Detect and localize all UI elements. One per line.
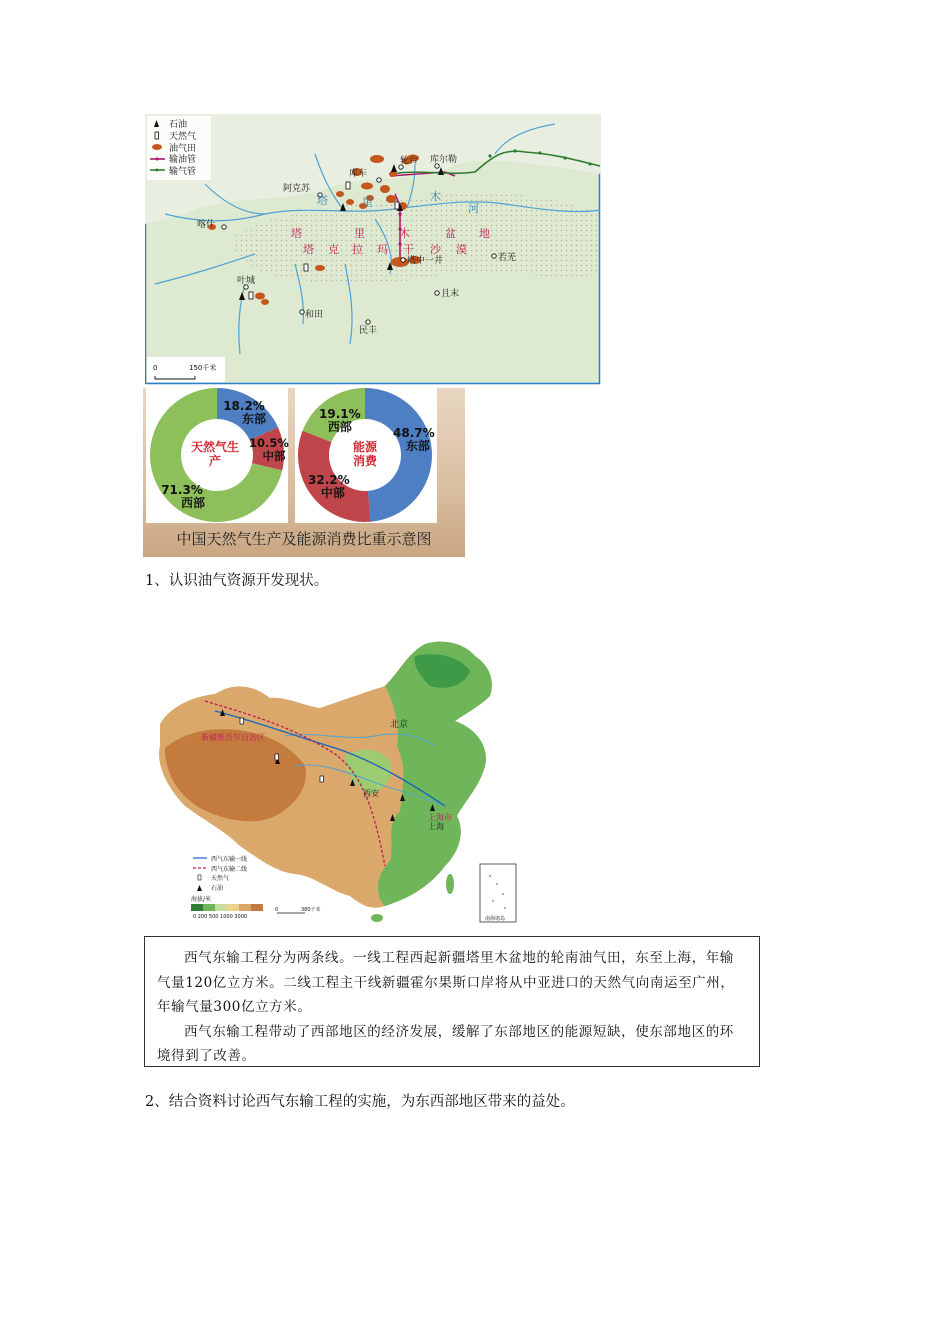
elevation-color-bar (191, 904, 263, 911)
prod-mid-name: 中部 (262, 449, 286, 463)
cons-mid-pct: 32.2% (308, 473, 350, 487)
legend-elev-ticks: 0 200 500 1000 3000 (193, 914, 248, 920)
scale-zero: 0 (153, 364, 158, 372)
cons-mid-name: 中部 (320, 486, 345, 500)
legend-gas-pipe: 输气管 (169, 167, 197, 177)
label-yecheng: 叶城 (237, 276, 256, 286)
prod-west-pct: 71.3% (161, 483, 203, 497)
inset-label: 南海诸岛 (485, 916, 506, 922)
prod-mid-pct: 10.5% (249, 436, 289, 450)
field-icon (152, 144, 162, 150)
desert-char-6: 沙 (430, 243, 441, 256)
donut-panel (143, 388, 465, 557)
basin-char-3: 木 (399, 227, 410, 240)
label-minfeng: 民丰 (359, 326, 378, 336)
legend-line2: 西气东输二线 (211, 866, 248, 873)
cons-center-title-1: 能源 (352, 440, 377, 454)
donut-caption: 中国天然气生产及能源消费比重示意图 (176, 530, 432, 548)
passage-box (144, 936, 760, 1067)
label-shanghai: 上海 (428, 822, 444, 831)
prod-center-title-1: 天然气生 (190, 440, 239, 454)
desert-char-5: 干 (403, 243, 414, 256)
legend-scale: 380千米 (301, 907, 321, 913)
legend-elev-title: 海拔/米 (191, 896, 212, 903)
label-kashi: 喀什 (197, 220, 216, 230)
label-shanghai-city: 上海市 (428, 813, 452, 822)
scale-label: 150千米 (189, 364, 217, 372)
label-tazhong: 塔中一井 (407, 256, 444, 266)
basin-char-2: 里 (354, 227, 365, 240)
cons-west-pct: 19.1% (319, 407, 361, 421)
label-xian: 西安 (363, 789, 379, 798)
gas-icon (198, 875, 201, 880)
question-2: 2、结合资料讨论西气东输工程的实施，为东西部地区带来的益处。 (145, 1094, 575, 1110)
basin-char-5: 地 (479, 227, 490, 240)
river-char-2: 里 (362, 196, 373, 209)
legend-field: 油气田 (169, 144, 197, 154)
label-aksu: 阿克苏 (283, 184, 311, 194)
label-beijing: 北京 (390, 720, 409, 730)
label-korla: 库尔勒 (430, 155, 458, 165)
desert-char-7: 漠 (456, 243, 467, 256)
legend-line1: 西气东输一线 (211, 856, 248, 863)
china-map (145, 636, 525, 928)
river-char-3: 木 (430, 190, 441, 203)
prod-center-title-2: 产 (208, 454, 221, 468)
desert-char-3: 拉 (352, 243, 363, 256)
prod-east-pct: 18.2% (223, 399, 265, 413)
prod-east-name: 东部 (242, 412, 267, 426)
prod-west-name: 西部 (181, 496, 206, 510)
river-char-4: 河 (468, 202, 479, 215)
label-luntai: 轮台 (400, 156, 419, 166)
question-1: 1、认识油气资源开发现状。 (145, 573, 329, 589)
legend-scale-zero: 0 (275, 907, 279, 913)
legend-gas: 天然气 (169, 132, 197, 142)
legend-gas: 天然气 (211, 875, 230, 882)
label-xinjiang: 新疆维吾尔自治区 (201, 733, 265, 742)
cons-east-pct: 48.7% (393, 426, 435, 440)
basin-char-1: 塔 (291, 227, 302, 240)
legend-oil-pipe: 输油管 (169, 155, 197, 165)
legend-oil: 石油 (169, 120, 188, 130)
cons-center-title-2: 消费 (352, 454, 377, 468)
cons-east-name: 东部 (405, 439, 430, 453)
passage-para-1: 西气东输工程分为两条线。一线工程西起新疆塔里木盆地的轮南油气田，东至上海，年输气量120亿立方米。二线工程主干线新疆霍尔果斯口岸将从中亚进口的天然气向南运至广州，年输气量300亿立方米。 (157, 950, 735, 1015)
desert-char-1: 塔 (303, 243, 314, 256)
desert-char-2: 克 (328, 243, 339, 256)
passage-para-2: 西气东输工程带动了西部地区的经济发展，缓解了东部地区的能源短缺，使东部地区的环境得到了改善。 (157, 1023, 734, 1064)
label-ruoqiang: 若羌 (498, 253, 517, 263)
gas-icon (155, 132, 159, 139)
label-qiemo: 且末 (441, 289, 460, 299)
tarim-basin-map (145, 114, 601, 385)
label-hetian: 和田 (305, 310, 324, 320)
basin-char-4: 盆 (445, 227, 456, 240)
river-char-1: 塔 (317, 194, 328, 207)
desert-char-4: 玛 (377, 243, 388, 256)
south-china-sea-inset (480, 864, 516, 922)
cons-west-name: 西部 (327, 420, 352, 434)
legend-oil: 石油 (211, 885, 224, 892)
label-kuche: 库车 (349, 169, 368, 179)
